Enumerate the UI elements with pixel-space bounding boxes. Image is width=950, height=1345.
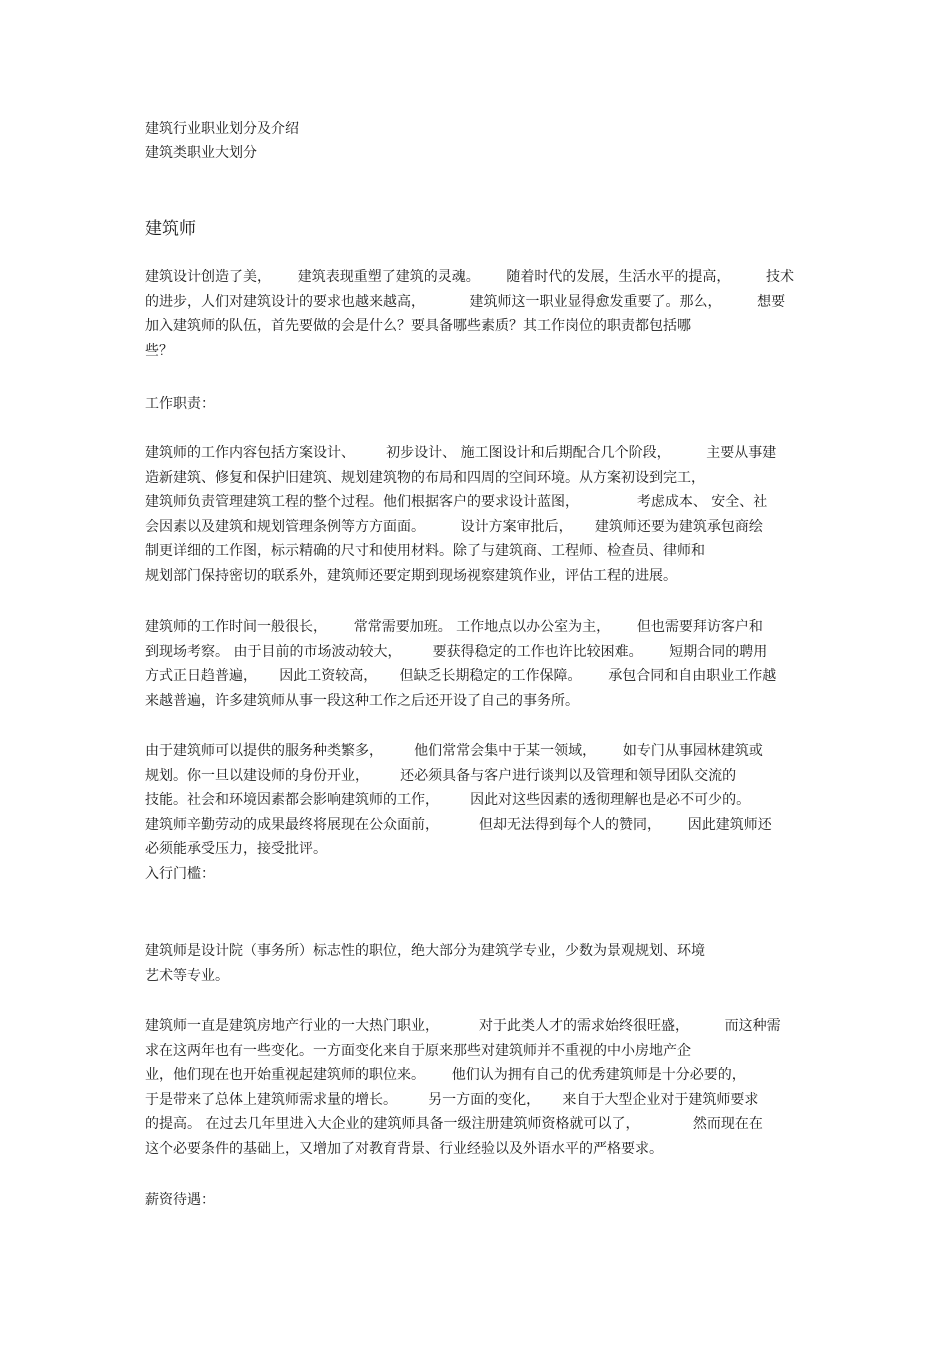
paragraph-line: 造新建筑、修复和保护旧建筑、规划建筑物的布局和四周的空间环境。从方案初设到完工， bbox=[145, 469, 705, 486]
entry-label bbox=[145, 862, 810, 887]
paragraph-duty-2 bbox=[145, 615, 810, 713]
paragraph-line: 建筑师负责管理建筑工程的整个过程。他们根据客户的要求设计蓝图， 考虑成本、 安全、社 bbox=[145, 494, 768, 510]
salary-label bbox=[145, 1188, 810, 1213]
paragraph-line: 建筑师的工作时间一般很长， 常常需要加班。 工作地点以办公室为主， 但也需要拜访客户和 bbox=[145, 619, 763, 635]
paragraph-line: 建筑师一直是建筑房地产行业的一大热门职业， 对于此类人才的需求始终很旺盛， 而这种需 bbox=[145, 1018, 781, 1034]
paragraph-line: 建筑师的工作内容包括方案设计、 初步设计、 施工图设计和后期配合几个阶段， 主要从事建 bbox=[145, 445, 777, 461]
paragraph-duty-3 bbox=[145, 739, 810, 862]
section-label: 薪资待遇： bbox=[145, 1192, 215, 1208]
paragraph-line: 规划部门保持密切的联系外，建筑师还要定期到现场视察建筑作业，评估工程的进展。 bbox=[145, 567, 677, 584]
paragraph-line: 由于建筑师可以提供的服务种类繁多， 他们常常会集中于某一领域， 如专门从事园林建筑或 bbox=[145, 743, 763, 759]
document-title bbox=[145, 117, 810, 165]
paragraph-line: 规划。你一旦以建设师的身份开业， 还必须具备与客户进行谈判以及管理和领导团队交流的 bbox=[145, 767, 737, 784]
paragraph-line: 些？ bbox=[145, 342, 173, 359]
section-label: 入行门槛： bbox=[145, 866, 215, 882]
paragraph-line: 艺术等专业。 bbox=[145, 967, 229, 984]
title-line-1: 建筑行业职业划分及介绍 bbox=[145, 121, 299, 137]
paragraph-line: 这个必要条件的基础上，又增加了对教育背景、行业经验以及外语水平的严格要求。 bbox=[145, 1140, 663, 1157]
section-label: 工作职责： bbox=[145, 396, 215, 412]
paragraph-line: 制更详细的工作图，标示精确的尺寸和使用材料。除了与建筑商、工程师、检查员、律师和 bbox=[145, 543, 705, 559]
paragraph-duty-1 bbox=[145, 441, 810, 588]
title-line-2: 建筑类职业大划分 bbox=[145, 145, 257, 161]
paragraph-line: 业，他们现在也开始重视起建筑师的职位来。 他们认为拥有自己的优秀建筑师是十分必要的， bbox=[145, 1067, 746, 1083]
section-heading: 建筑师 bbox=[145, 219, 196, 239]
paragraph-line: 技能。社会和环境因素都会影响建筑师的工作， 因此对这些因素的透彻理解也是必不可少的。 bbox=[145, 792, 751, 808]
paragraph-entry-1 bbox=[145, 939, 810, 988]
duty-label bbox=[145, 392, 810, 417]
paragraph-line: 方式正日趋普遍， 因此工资较高， 但缺乏长期稳定的工作保障。 承包合同和自由职业工作越 bbox=[145, 668, 777, 684]
paragraph-line: 来越普遍，许多建筑师从事一段这种工作之后还开设了自己的事务所。 bbox=[145, 692, 579, 709]
paragraph-line: 加入建筑师的队伍，首先要做的会是什么？要具备哪些素质？其工作岗位的职责都包括哪 bbox=[145, 318, 691, 334]
paragraph-line: 必须能承受压力，接受批评。 bbox=[145, 841, 327, 857]
paragraph-line: 建筑设计创造了美， 建筑表现重塑了建筑的灵魂。 随着时代的发展，生活水平的提高， 技术 bbox=[145, 269, 795, 285]
paragraph-line: 的提高。 在过去几年里进入大企业的建筑师具备一级注册建筑师资格就可以了， 然而现在在 bbox=[145, 1116, 763, 1132]
paragraph-line: 到现场考察。 由于目前的市场波动较大， 要获得稳定的工作也许比较困难。 短期合同的聘用 bbox=[145, 643, 768, 660]
paragraph-line: 会因素以及建筑和规划管理条例等方方面面。 设计方案审批后， 建筑师还要为建筑承包商绘 bbox=[145, 518, 763, 535]
paragraph-line: 建筑师辛勤劳动的成果最终将展现在公众面前， 但却无法得到每个人的赞同， 因此建筑师还 bbox=[145, 816, 772, 833]
paragraph-line: 建筑师是设计院（事务所）标志性的职位，绝大部分为建筑学专业，少数为景观规划、环境 bbox=[145, 943, 705, 959]
paragraph-entry-2 bbox=[145, 1014, 810, 1161]
paragraph-intro bbox=[145, 265, 810, 363]
paragraph-line: 求在这两年也有一些变化。一方面变化来自于原来那些对建筑师并不重视的中小房地产企 bbox=[145, 1042, 691, 1059]
paragraph-line: 的进步，人们对建筑设计的要求也越来越高， 建筑师这一职业显得愈发重要了。那么， 想要 bbox=[145, 293, 786, 310]
paragraph-line: 于是带来了总体上建筑师需求量的增长。 另一方面的变化， 来自于大型企业对于建筑师要求 bbox=[145, 1091, 759, 1108]
